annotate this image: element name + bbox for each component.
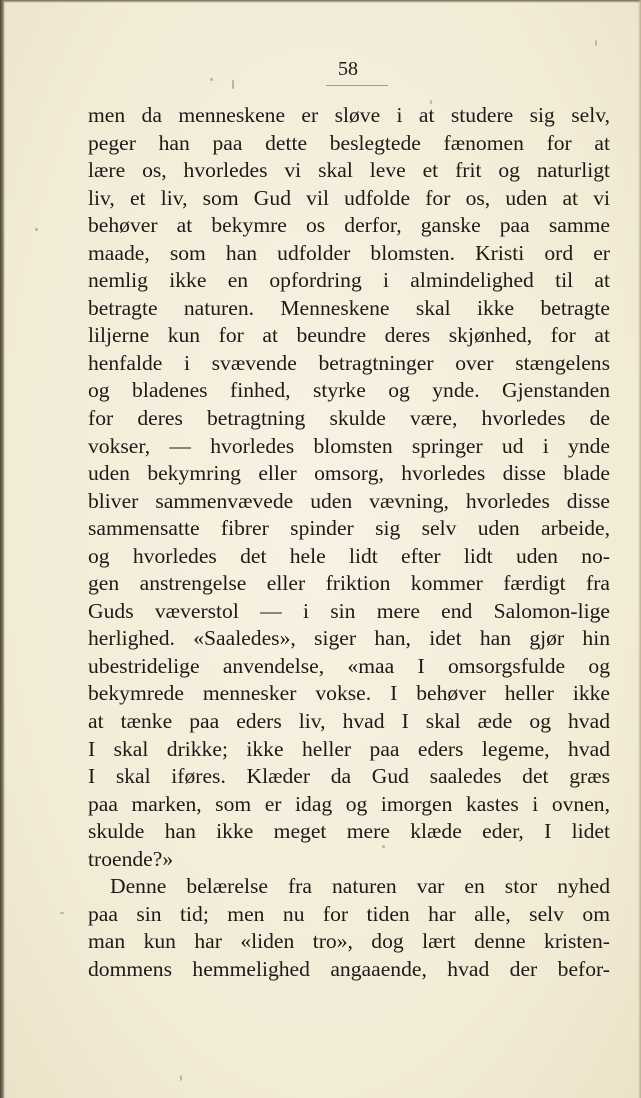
text-line: paa sin tid; men nu for tiden har alle, selv om [88, 901, 610, 926]
text-line: at tænke paa eders liv, hvad I skal æde og hvad [88, 709, 610, 734]
text-line: liljerne kun for at beundre deres skjønhed, for at [88, 323, 610, 348]
paper-speck [595, 40, 597, 46]
text-line: gen anstrengelse eller friktion kommer færdigt fra [88, 571, 610, 596]
text-line: liv, et liv, som Gud vil udfolde for os, uden at vi [88, 185, 610, 210]
text-line: I skal drikke; ikke heller paa eders legeme, hvad [88, 736, 610, 761]
text-line: bliver sammenvævede uden vævning, hvorledes disse [88, 488, 610, 513]
text-line: og hvorledes det hele lidt efter lidt uden no- [88, 543, 610, 568]
text-line: maade, som han udfolder blomsten. Kristi ord er [88, 240, 610, 265]
paper-speck [60, 912, 64, 914]
text-line: I skal iføres. Klæder da Gud saaledes det græs [88, 764, 610, 789]
text-line: skulde han ikke meget mere klæde eder, I lidet [88, 819, 610, 844]
text-line: Guds væverstol — i sin mere end Salomon-lige [88, 598, 610, 623]
text-line: troende?» [88, 846, 174, 871]
paper-speck [35, 228, 38, 231]
text-line: dommens hemmelighed angaaende, hvad der befor- [88, 956, 610, 981]
text-line: vokser, — hvorledes blomsten springer ud i ynde [88, 433, 610, 458]
paper-speck [232, 80, 234, 89]
text-line: men da menneskene er sløve i at studere sig selv, [88, 103, 610, 127]
body-text [88, 102, 610, 984]
text-line: henfalde i svævende betragtninger over stængelens [88, 350, 610, 375]
text-line: herlighed. «Saaledes», siger han, idet han gjør hin [88, 626, 610, 651]
page-number-rule [326, 85, 388, 86]
page-top-edge [0, 0, 641, 3]
page-left-edge [0, 0, 5, 1098]
text-line: man kun har «liden tro», dog lært denne kristen- [88, 929, 610, 954]
text-line: paa marken, som er idag og imorgen kastes i ovnen, [88, 791, 610, 816]
text-line: uden bekymring eller omsorg, hvorledes disse blade [88, 461, 610, 486]
text-line: nemlig ikke en opfordring i almindelighed til at [88, 268, 610, 293]
text-line: betragte naturen. Menneskene skal ikke betragte [88, 295, 610, 320]
paper-speck [210, 78, 213, 81]
paper-speck [180, 1075, 182, 1081]
text-line: og bladenes finhed, styrke og ynde. Gjenstanden [88, 378, 610, 403]
page-number: 58 [338, 58, 358, 80]
text-line: for deres betragtning skulde være, hvorledes de [88, 406, 610, 431]
text-line: bekymrede mennesker vokse. I behøver heller ikke [88, 681, 610, 706]
text-line: ubestridelige anvendelse, «maa I omsorgsfulde og [88, 653, 610, 678]
text-line: peger han paa dette beslegtede fænomen for at [88, 130, 610, 155]
text-line: Denne belærelse fra naturen var en stor nyhed [110, 874, 610, 899]
text-line: lære os, hvorledes vi skal leve et frit og naturligt [88, 158, 610, 183]
text-line: behøver at bekymre os derfor, ganske paa samme [88, 213, 610, 238]
text-line: sammensatte fibrer spinder sig selv uden arbeide, [88, 516, 610, 541]
